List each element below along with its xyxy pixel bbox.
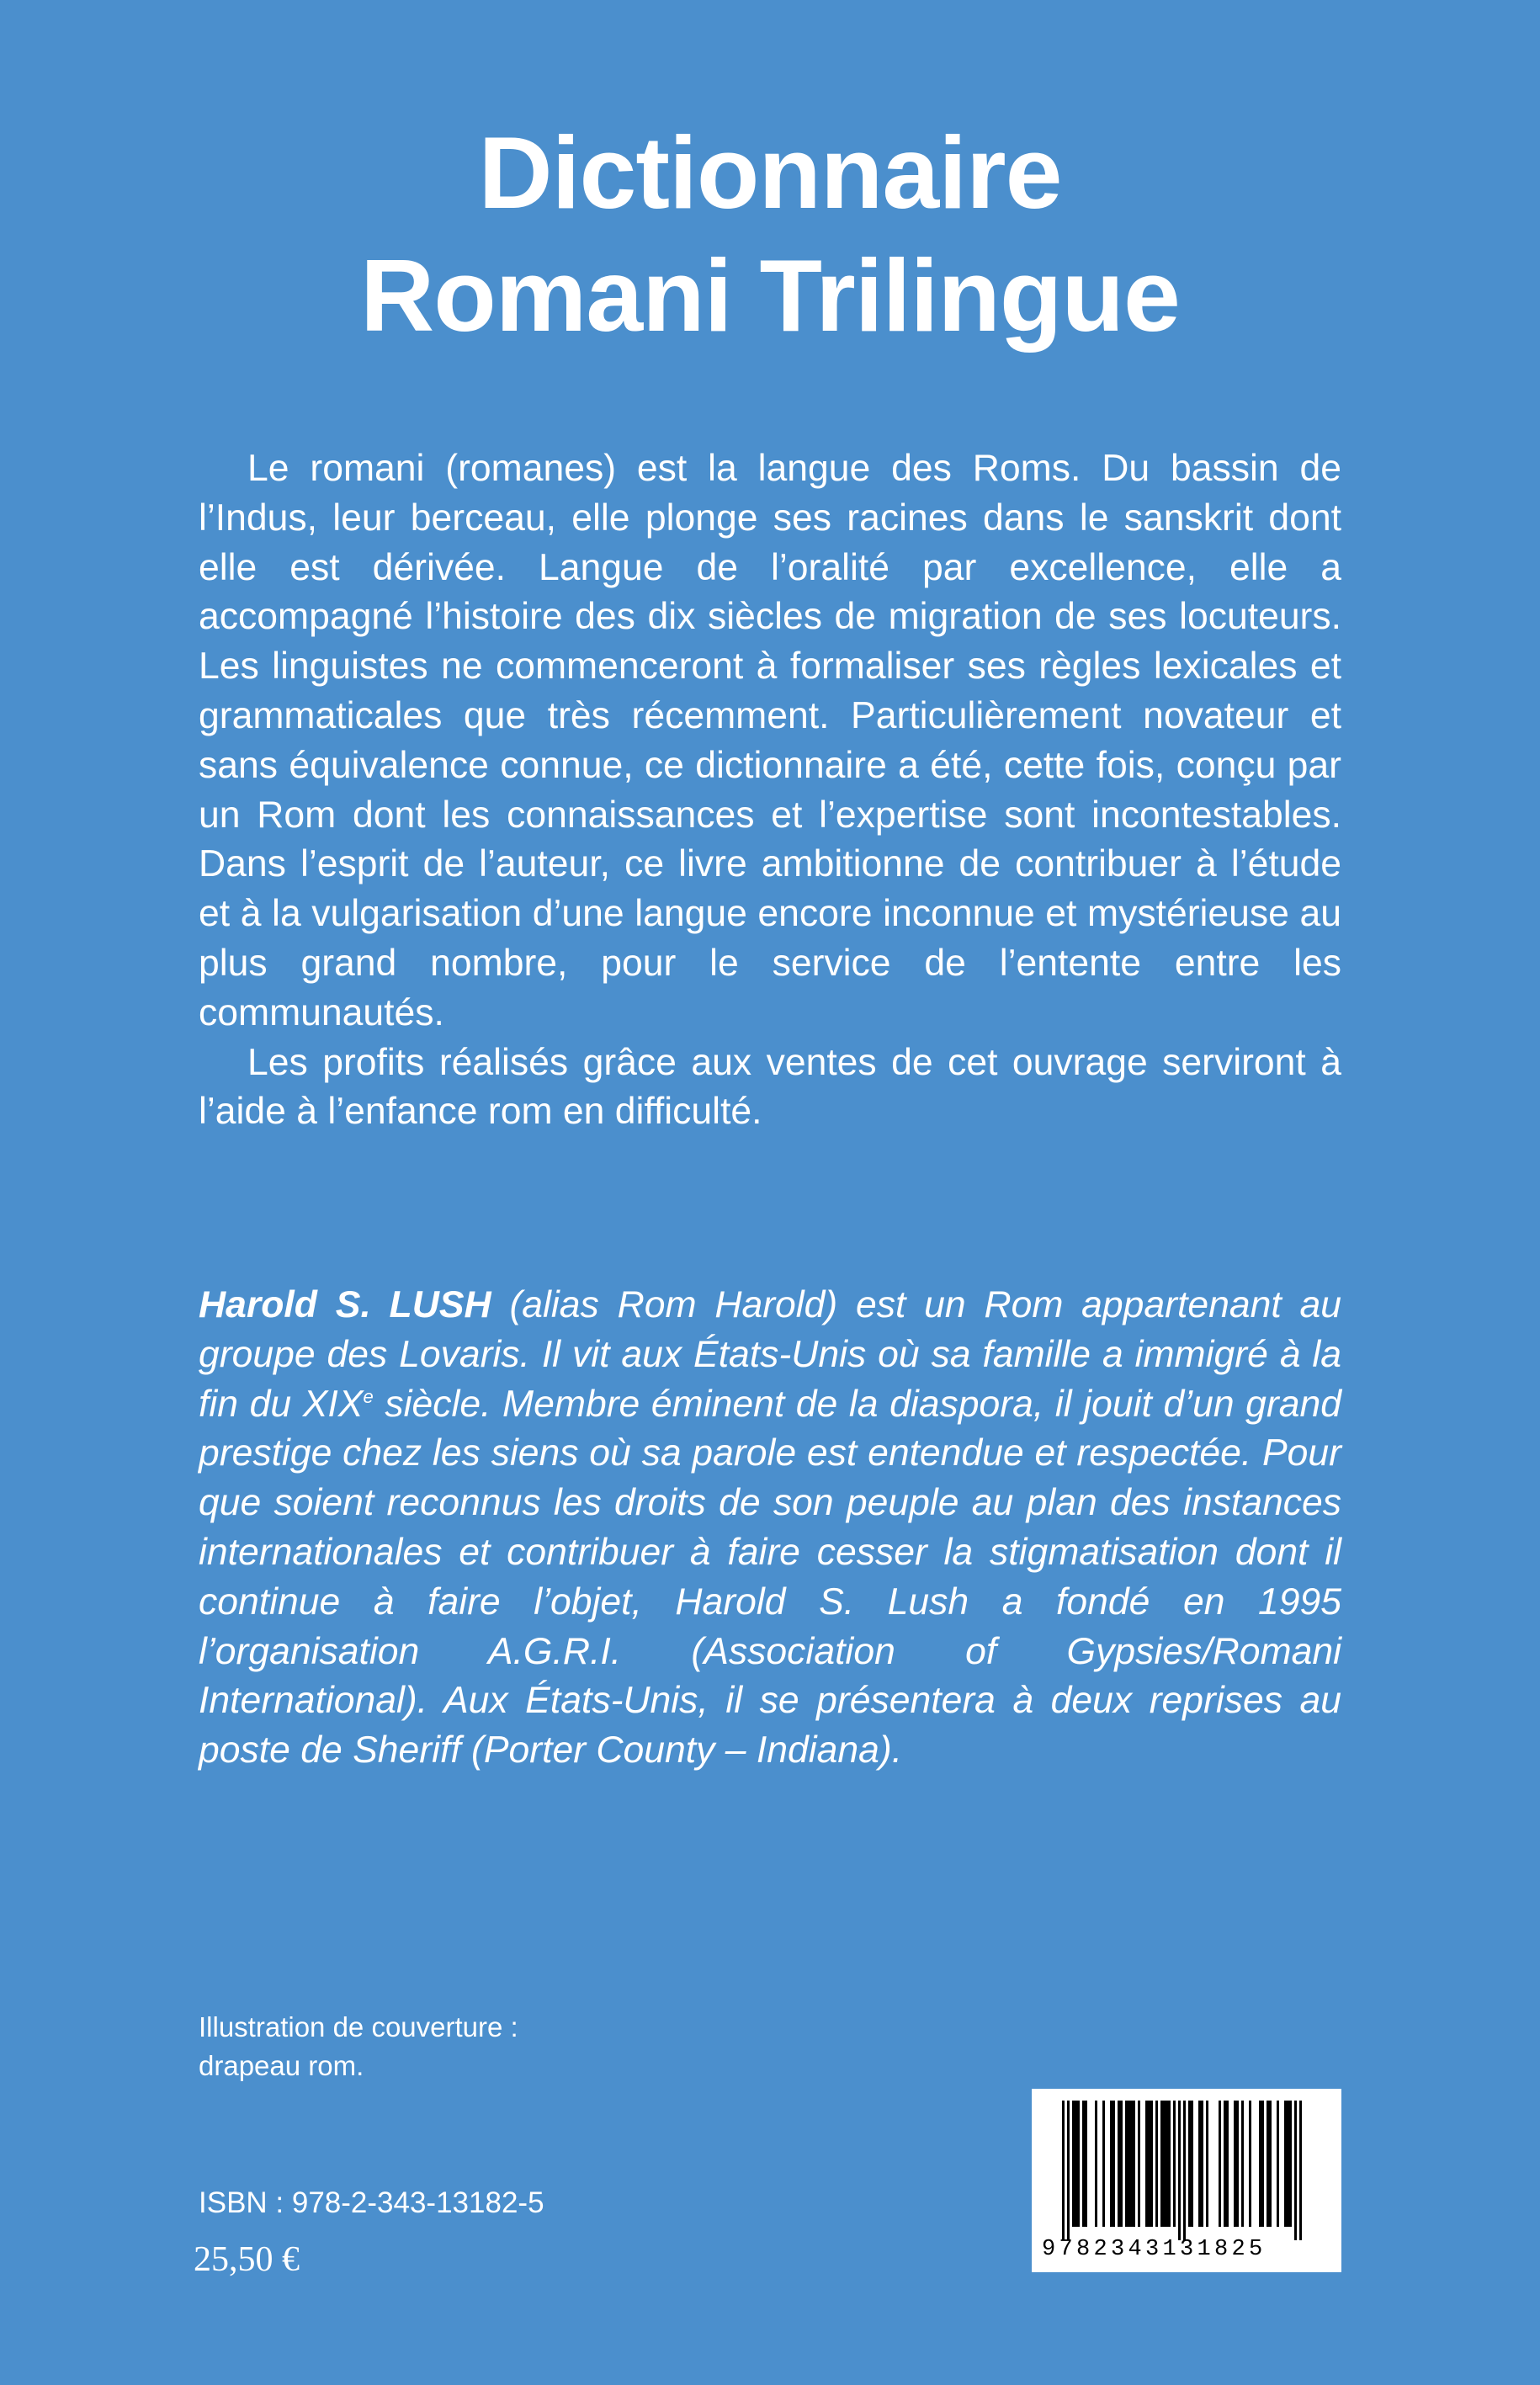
barcode-bar	[1067, 2101, 1070, 2240]
barcode-bar	[1259, 2101, 1261, 2227]
title-line-1: Dictionnaire	[478, 115, 1062, 230]
illustration-credit	[199, 2008, 518, 2085]
barcode-bar	[1219, 2101, 1221, 2227]
barcode-bar	[1249, 2101, 1251, 2227]
barcode-bar	[1201, 2101, 1203, 2227]
barcode-bar	[1095, 2101, 1097, 2227]
barcode-bar	[1277, 2101, 1279, 2227]
barcode-bar	[1261, 2101, 1264, 2227]
barcode-bar	[1145, 2101, 1148, 2227]
illustration-credit-line-2: drapeau rom.	[199, 2050, 364, 2081]
barcode-bar	[1299, 2101, 1302, 2240]
barcode-bar	[1077, 2101, 1080, 2227]
barcode-bar	[1269, 2101, 1272, 2227]
barcode	[1032, 2089, 1341, 2272]
barcode-bar	[1155, 2101, 1158, 2227]
author-bio-text-2: siècle. Membre éminent de la diaspora, il jouit d’un grand prestige chez les siens où sa parole est entendue et respectée. Pour que soient reconnus les droits de son peuple au plan des instances internationales et contribuer à faire cesser la stigmatisation dont il continue à faire l’objet, Harold S. Lush a fondé en 1995 l’organisation A.G.R.I. (Association of Gypsies/Romani International). Aux États-Unis, il se présentera à deux reprises au poste de Sheriff (Porter County – Indiana).	[199, 1383, 1341, 1771]
author-bio	[199, 1281, 1341, 1776]
description-paragraph-2: Les profits réalisés grâce aux ventes de cet ouvrage serviront à l’aide à l’enfance rom en difficulté.	[199, 1041, 1341, 1133]
isbn: ISBN : 978-2-343-13182-5	[199, 2186, 544, 2219]
barcode-bar	[1236, 2101, 1239, 2227]
barcode-bar	[1148, 2101, 1150, 2227]
price: 25,50 €	[194, 2240, 300, 2279]
barcode-bar	[1075, 2101, 1077, 2227]
barcode-bar	[1289, 2101, 1292, 2227]
century-superscript: e	[363, 1385, 374, 1407]
barcode-bar	[1294, 2101, 1297, 2240]
barcode-bar	[1113, 2101, 1115, 2227]
barcode-bar	[1138, 2101, 1140, 2227]
barcode-bar	[1110, 2101, 1113, 2227]
author-bio-text-1: (alias Rom Harold) est un Rom appartenant au groupe des Lovaris. Il vit aux États-Unis où sa famille a immigré à la fin du XIX	[199, 1284, 1341, 1425]
barcode-bar	[1241, 2101, 1244, 2227]
barcode-bar	[1173, 2101, 1176, 2227]
description-paragraph-1: Le romani (romanes) est la langue des Roms. Du bassin de l’Indus, leur berceau, elle plonge ses racines dans le sanskrit dont elle est dérivée. Langue de l’oralité par excellence, elle a accompagné l’histoire des dix siècles de migration de ses locuteurs. Les linguistes ne commenceront à formaliser ses règles lexicales et grammaticales que très récemment. Particulièrement novateur et sans équivalence connue, ce dictionnaire a été, cette fois, conçu par un Rom dont les connaissances et l’expertise sont incontestables. Dans l’esprit de l’auteur, ce livre ambitionne de contribuer à l’étude et à la vulgarisation d’une langue encore inconnue et mystérieuse au plus grand nombre, pour le service de l’entente entre les communautés.	[199, 448, 1341, 1033]
barcode-bar	[1234, 2101, 1236, 2227]
barcode-bar	[1226, 2101, 1229, 2227]
barcode-bar	[1085, 2101, 1087, 2227]
barcode-bar	[1191, 2101, 1193, 2227]
barcode-number: 9782343131825	[1042, 2237, 1267, 2262]
barcode-bar	[1160, 2101, 1163, 2227]
barcode-bar	[1168, 2101, 1171, 2227]
barcode-bar	[1062, 2101, 1065, 2240]
barcode-bar	[1166, 2101, 1168, 2227]
barcode-bar	[1163, 2101, 1166, 2227]
book-title	[0, 111, 1540, 357]
barcode-bar	[1130, 2101, 1133, 2227]
barcode-bar	[1267, 2101, 1269, 2227]
barcode-bar	[1118, 2101, 1120, 2227]
barcode-bar	[1287, 2101, 1289, 2227]
barcode-bar	[1183, 2101, 1186, 2240]
barcode-bar	[1128, 2101, 1130, 2227]
barcode-bar	[1072, 2101, 1075, 2227]
barcode-bar	[1102, 2101, 1105, 2227]
barcode-bar	[1178, 2101, 1181, 2240]
barcode-bar	[1125, 2101, 1128, 2227]
barcode-bar	[1150, 2101, 1153, 2227]
barcode-bar	[1198, 2101, 1201, 2227]
barcode-bar	[1284, 2101, 1287, 2227]
author-name: Harold S. LUSH	[199, 1284, 491, 1325]
title-line-2: Romani Trilingue	[360, 238, 1180, 353]
barcode-bar	[1224, 2101, 1226, 2227]
book-description	[199, 444, 1341, 1137]
barcode-bar	[1188, 2101, 1191, 2227]
barcode-bar	[1133, 2101, 1135, 2227]
barcode-bar	[1206, 2101, 1208, 2227]
barcode-bar	[1120, 2101, 1123, 2227]
barcode-bar	[1082, 2101, 1085, 2227]
illustration-credit-line-1: Illustration de couverture :	[199, 2011, 518, 2042]
